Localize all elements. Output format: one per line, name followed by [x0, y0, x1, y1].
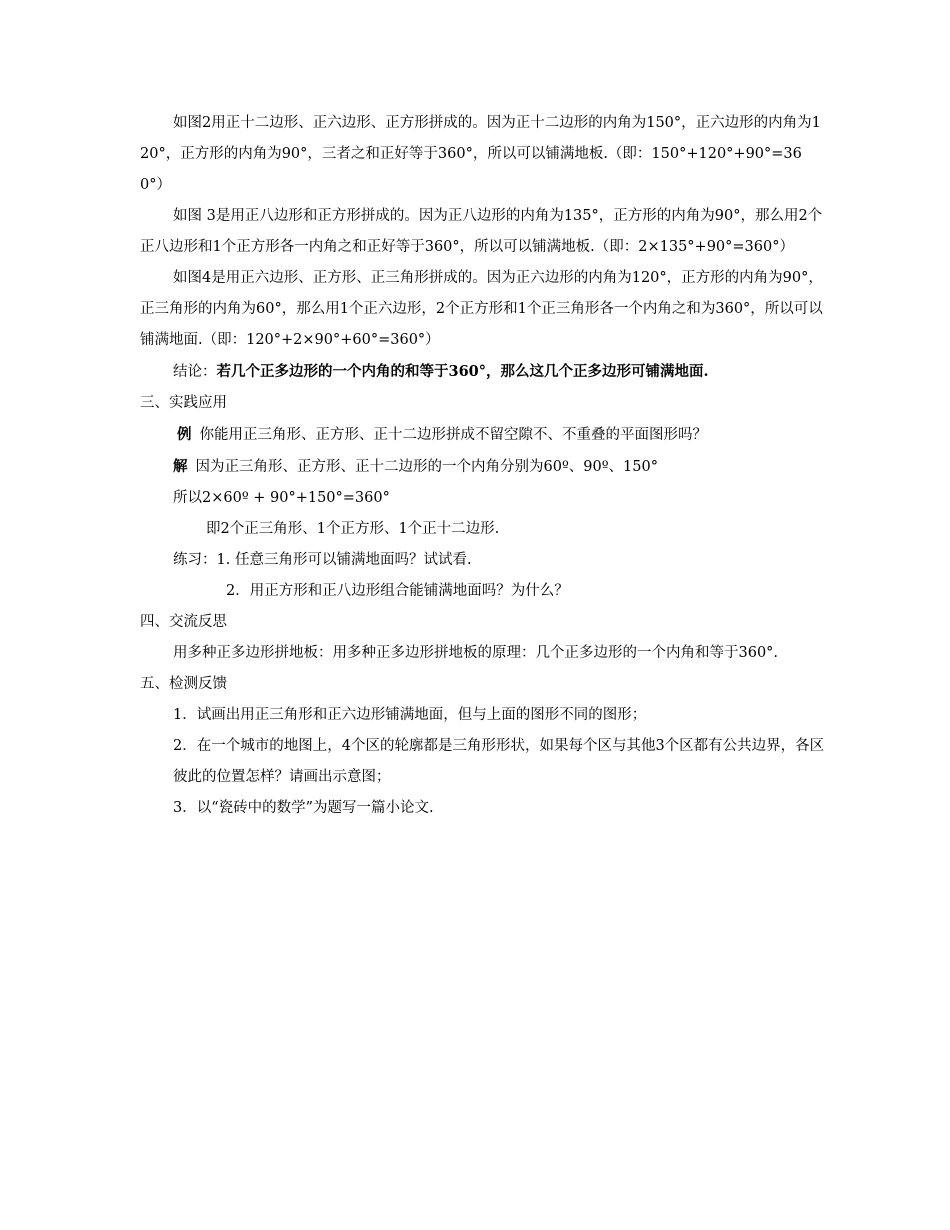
- feedback-item-1: 1．试画出用正三角形和正六边形铺满地面，但与上面的图形不同的图形；: [173, 707, 647, 723]
- paragraph-figure-2: 如图2用正十二边形、正六边形、正方形拼成的。因为正十二边形的内角为150°，正六边形的内角为120°，正方形的内角为90°，三者之和正好等于360°，所以可以铺满地板.（即：150°+120°+90°=360°）: [140, 115, 821, 193]
- solution-result: 即2个正三角形、1个正方形、1个正十二边形.: [206, 521, 500, 537]
- exercise-1: 练习：1. 任意三角形可以铺满地面吗？试试看.: [173, 552, 472, 568]
- paragraph-figure-3: 如图 3是用正八边形和正方形拼成的。因为正八边形的内角为135°，正方形的内角为90°，那么用2个正八边形和1个正方形各一内角之和正好等于360°，所以可以铺满地板.（即：2×135°+90°=360°）: [140, 208, 823, 255]
- solution-label: 解: [173, 458, 188, 475]
- section-heading-feedback: 五、检测反馈: [140, 676, 227, 692]
- solution-equation: 所以2×60º + 90°+150°=360°: [173, 490, 390, 506]
- solution-text: 因为正三角形、正方形、正十二边形的一个内角分别为60º、90º、150°: [195, 459, 658, 475]
- feedback-item-2: 2．在一个城市的地图上，4个区的轮廓都是三角形形状，如果每个区与其他3个区都有公共边界，各区彼此的位置怎样？请画出示意图；: [173, 738, 825, 785]
- section-heading-practice: 三、实践应用: [140, 395, 227, 411]
- example-label: 例: [177, 426, 192, 443]
- solution-paragraph: [140, 451, 825, 483]
- paragraph-figure-4: 如图4是用正六边形、正方形、正三角形拼成的。因为正六边形的内角为120°，正方形的内角为90°，正三角形的内角为60°，那么用1个正六边形，2个正方形和1个正三角形各一个内角之和为360°，所以可以铺满地面.（即：120°+2×90°+60°=360°）: [140, 270, 823, 348]
- section-heading-reflection: 四、交流反思: [140, 614, 227, 630]
- document-page: [140, 108, 825, 824]
- exercise-2: 2．用正方形和正八边形组合能铺满地面吗？为什么？: [226, 583, 569, 599]
- example-text: 你能用正三角形、正方形、正十二边形拼成不留空隙不、不重叠的平面图形吗？: [199, 427, 707, 443]
- feedback-item-3: 3．以“瓷砖中的数学”为题写一篇小论文.: [173, 800, 434, 816]
- reflection-paragraph: 用多种正多边形拼地板：用多种正多边形拼地板的原理：几个正多边形的一个内角和等于360°.: [173, 645, 779, 661]
- example-paragraph: [140, 419, 825, 451]
- conclusion-paragraph: [140, 356, 825, 388]
- conclusion-text: 若几个正多边形的一个内角的和等于360°，那么这几个正多边形可铺满地面.: [216, 363, 709, 380]
- conclusion-label: 结论：: [173, 364, 217, 380]
